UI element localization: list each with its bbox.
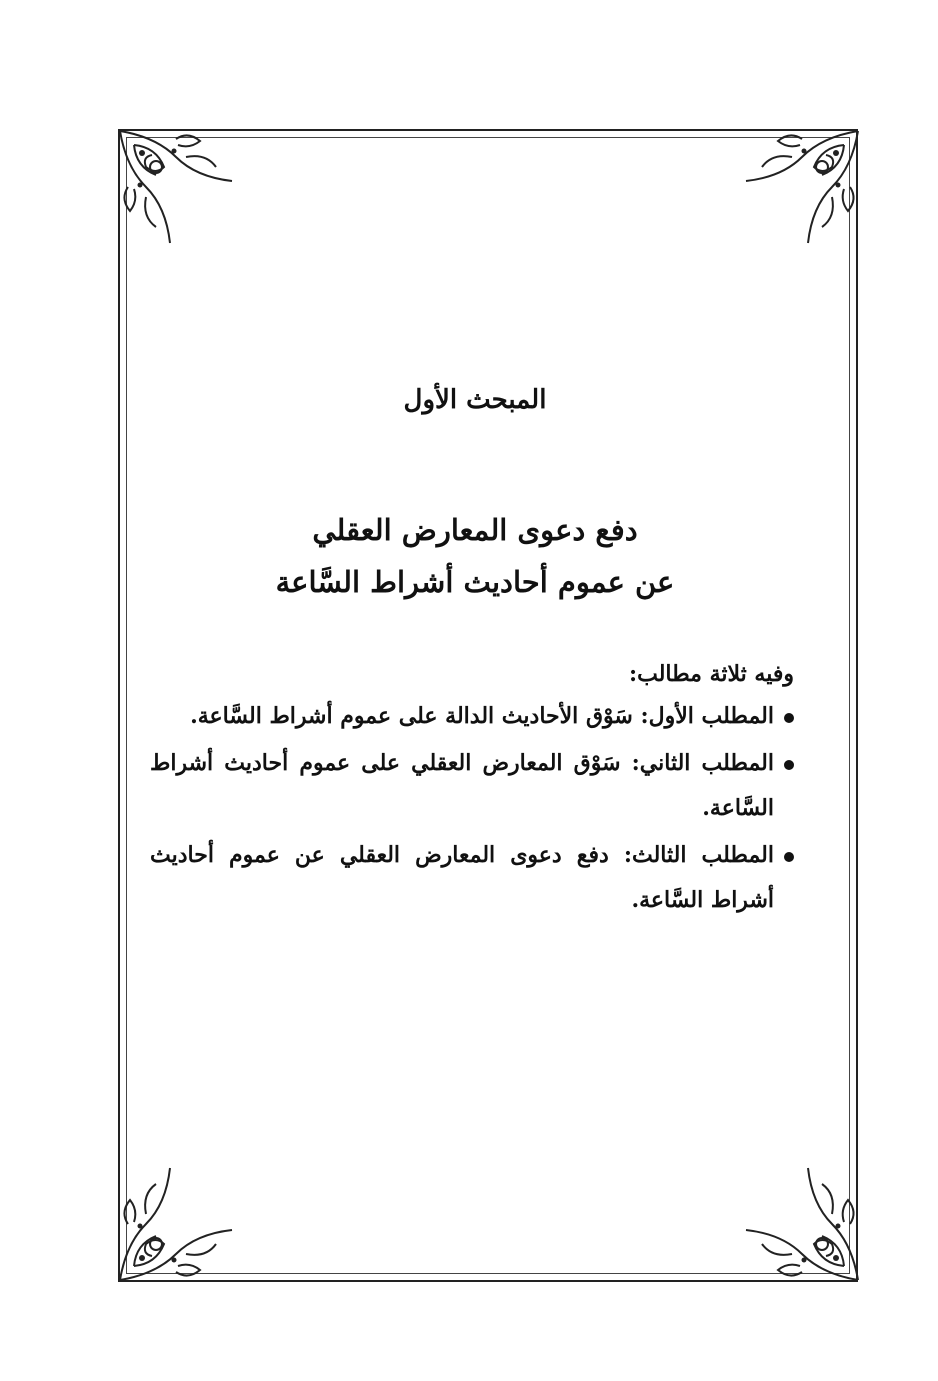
bullet-icon bbox=[784, 713, 794, 723]
intro-text: وفيه ثلاثة مطالب: bbox=[628, 661, 794, 687]
list-item-label: المطلب الثالث: bbox=[623, 842, 774, 868]
main-title bbox=[150, 504, 800, 608]
list-item-text: سَوْق الأحاديث الدالة على عموم أشراط السَّاعة. bbox=[190, 703, 633, 729]
corner-ornament-top-right bbox=[742, 127, 862, 247]
list-item-text: سَوْق المعارض العقلي على عموم أحاديث أشراط السَّاعة. bbox=[150, 750, 774, 821]
section-title: المبحث الأول bbox=[403, 385, 547, 415]
list-item bbox=[150, 741, 800, 831]
list-item-label: المطلب الثاني: bbox=[631, 750, 774, 776]
bullet-icon bbox=[784, 852, 794, 862]
list-item bbox=[150, 694, 800, 739]
main-title-line-2: عن عموم أحاديث أشراط السَّاعة bbox=[275, 565, 675, 599]
corner-ornament-top-left bbox=[116, 127, 236, 247]
page-content bbox=[150, 380, 800, 925]
subsection-list bbox=[150, 694, 800, 923]
main-title-line-1: دفع دعوى المعارض العقلي bbox=[312, 513, 638, 547]
list-item bbox=[150, 833, 800, 923]
list-item-label: المطلب الأول: bbox=[640, 703, 774, 729]
corner-ornament-bottom-right bbox=[742, 1164, 862, 1284]
bullet-icon bbox=[784, 760, 794, 770]
list-item-text: دفع دعوى المعارض العقلي عن عموم أحاديث أشراط السَّاعة. bbox=[150, 842, 774, 913]
corner-ornament-bottom-left bbox=[116, 1164, 236, 1284]
